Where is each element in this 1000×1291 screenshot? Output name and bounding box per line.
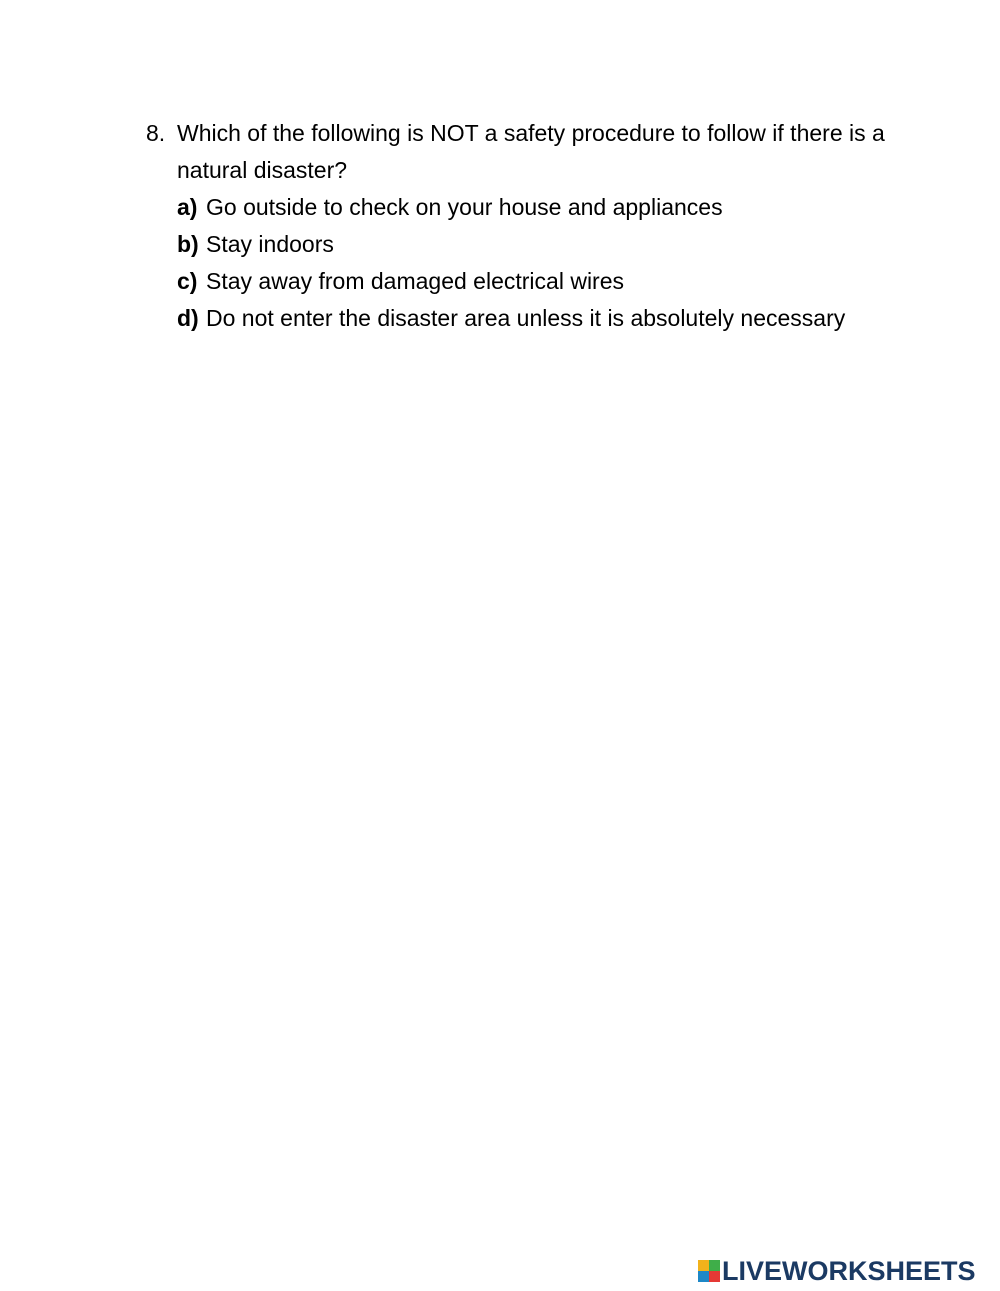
- option-text: Stay away from damaged electrical wires: [206, 268, 624, 294]
- option-a: [177, 189, 906, 226]
- option-letter: c): [177, 268, 198, 294]
- option-text: Go outside to check on your house and appliances: [206, 194, 723, 220]
- question-number: 8.: [146, 120, 166, 146]
- logo-tile-icon: [698, 1271, 709, 1282]
- logo-mark-icon: [698, 1260, 720, 1282]
- option-letter: a): [177, 194, 198, 220]
- option-text: Do not enter the disaster area unless it is absolutely necessary: [206, 305, 846, 331]
- option-letter: b): [177, 231, 199, 257]
- answer-options: [177, 189, 906, 337]
- question-text: Which of the following is NOT a safety procedure to follow if there is a natural disaster?: [177, 120, 885, 183]
- option-d: [177, 300, 906, 337]
- option-b: [177, 226, 906, 263]
- logo-wordmark: LIVEWORKSHEETS: [722, 1255, 976, 1286]
- logo-tile-icon: [698, 1260, 709, 1271]
- option-text: Stay indoors: [206, 231, 334, 257]
- question-8: [146, 115, 906, 337]
- option-c: [177, 263, 906, 300]
- logo-tile-icon: [709, 1271, 720, 1282]
- logo-tile-icon: [709, 1260, 720, 1271]
- liveworksheets-logo: [698, 1256, 976, 1286]
- option-letter: d): [177, 305, 199, 331]
- question-stem: [146, 115, 906, 189]
